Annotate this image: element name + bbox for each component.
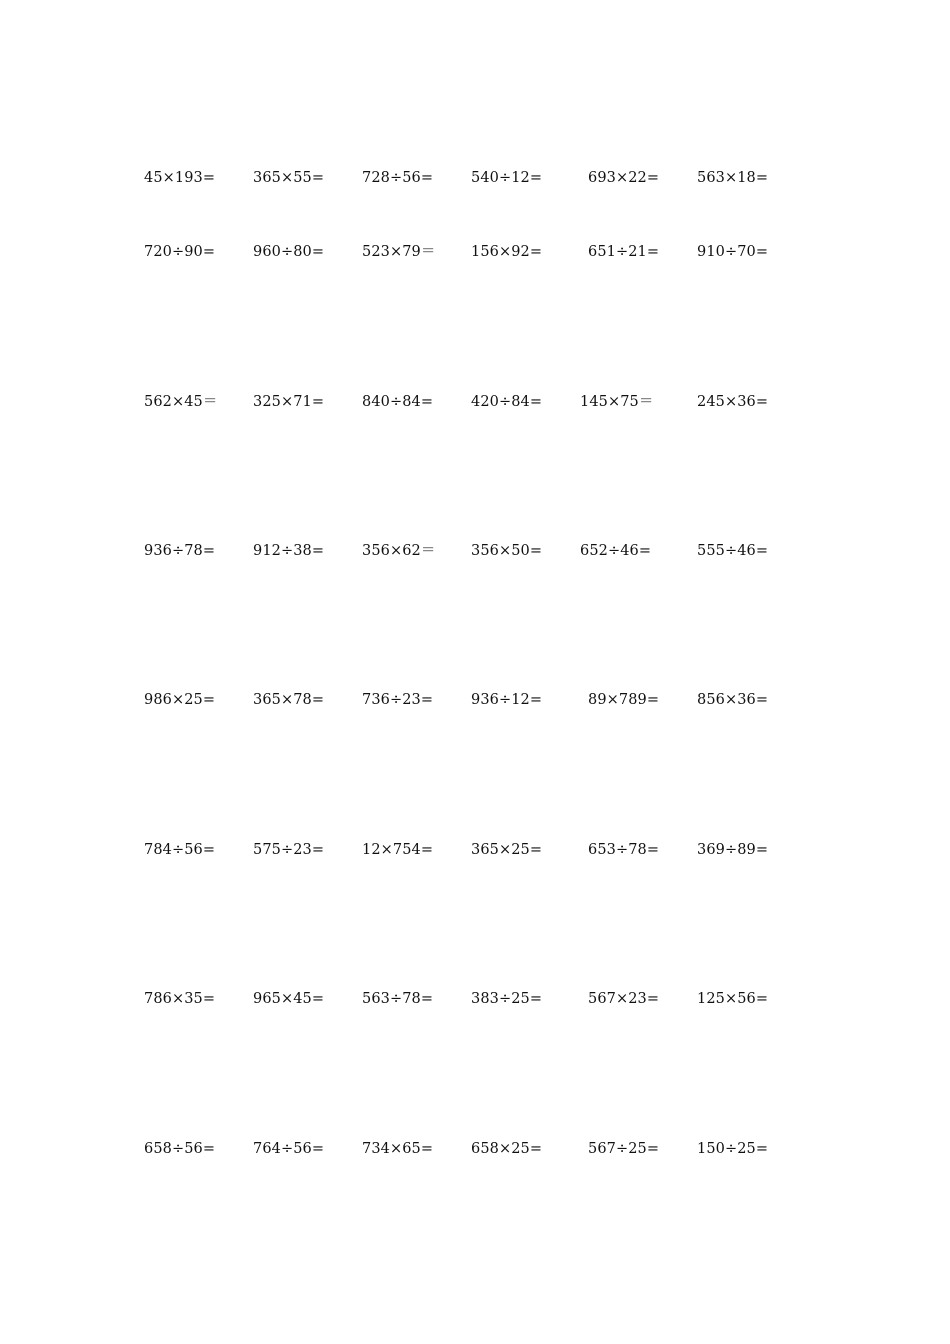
problem-r1-c4: 540÷12=: [471, 170, 543, 186]
problem-r7-c3: 563÷78=: [362, 991, 434, 1007]
problem-r4-c5: 652÷46=: [580, 543, 652, 559]
problem-r5-c3: 736÷23=: [362, 692, 434, 708]
problem-r8-c2: 764÷56=: [253, 1141, 325, 1157]
problem-r2-c4: 156×92=: [471, 244, 543, 260]
problem-r5-c6: 856×36=: [697, 692, 769, 708]
problem-r6-c3: 12×754=: [362, 842, 434, 858]
problem-r8-c4: 658×25=: [471, 1141, 543, 1157]
problem-r6-c6: 369÷89=: [697, 842, 769, 858]
problem-r3-c1: 562×45＝: [144, 394, 218, 410]
problem-r2-c5: 651÷21=: [588, 244, 660, 260]
problem-r4-c3: 356×62＝: [362, 543, 436, 559]
problem-r1-c3: 728÷56=: [362, 170, 434, 186]
problem-r1-c2: 365×55=: [253, 170, 325, 186]
problem-r1-c6: 563×18=: [697, 170, 769, 186]
problem-r4-c1: 936÷78=: [144, 543, 216, 559]
problem-r8-c1: 658÷56=: [144, 1141, 216, 1157]
problem-r6-c4: 365×25=: [471, 842, 543, 858]
problem-r3-c6: 245×36=: [697, 394, 769, 410]
problem-r4-c6: 555÷46=: [697, 543, 769, 559]
problem-r7-c5: 567×23=: [588, 991, 660, 1007]
problem-r2-c6: 910÷70=: [697, 244, 769, 260]
problem-r7-c1: 786×35=: [144, 991, 216, 1007]
problem-r5-c4: 936÷12=: [471, 692, 543, 708]
problem-r6-c2: 575÷23=: [253, 842, 325, 858]
problem-row-4: [0, 539, 950, 563]
problem-r7-c6: 125×56=: [697, 991, 769, 1007]
problem-r5-c5: 89×789=: [588, 692, 660, 708]
problem-r1-c1: 45×193=: [144, 170, 216, 186]
problem-row-1: [0, 166, 950, 190]
problem-r4-c2: 912÷38=: [253, 543, 325, 559]
problem-r8-c3: 734×65=: [362, 1141, 434, 1157]
problem-r2-c2: 960÷80=: [253, 244, 325, 260]
problem-r7-c4: 383÷25=: [471, 991, 543, 1007]
problem-row-3: [0, 390, 950, 414]
problem-r6-c1: 784÷56=: [144, 842, 216, 858]
problem-r8-c6: 150÷25=: [697, 1141, 769, 1157]
problem-r3-c3: 840÷84=: [362, 394, 434, 410]
problem-r2-c3: 523×79＝: [362, 244, 436, 260]
problem-row-8: [0, 1137, 950, 1161]
problem-row-5: [0, 688, 950, 712]
problem-r6-c5: 653÷78=: [588, 842, 660, 858]
problem-r3-c4: 420÷84=: [471, 394, 543, 410]
problem-row-6: [0, 838, 950, 862]
problem-r3-c5: 145×75＝: [580, 394, 654, 410]
problem-r5-c2: 365×78=: [253, 692, 325, 708]
problem-r8-c5: 567÷25=: [588, 1141, 660, 1157]
problem-r3-c2: 325×71=: [253, 394, 325, 410]
problem-r7-c2: 965×45=: [253, 991, 325, 1007]
problem-r5-c1: 986×25=: [144, 692, 216, 708]
problem-row-7: [0, 987, 950, 1011]
problem-row-2: [0, 240, 950, 264]
problem-r2-c1: 720÷90=: [144, 244, 216, 260]
problem-r1-c5: 693×22=: [588, 170, 660, 186]
problem-r4-c4: 356×50=: [471, 543, 543, 559]
